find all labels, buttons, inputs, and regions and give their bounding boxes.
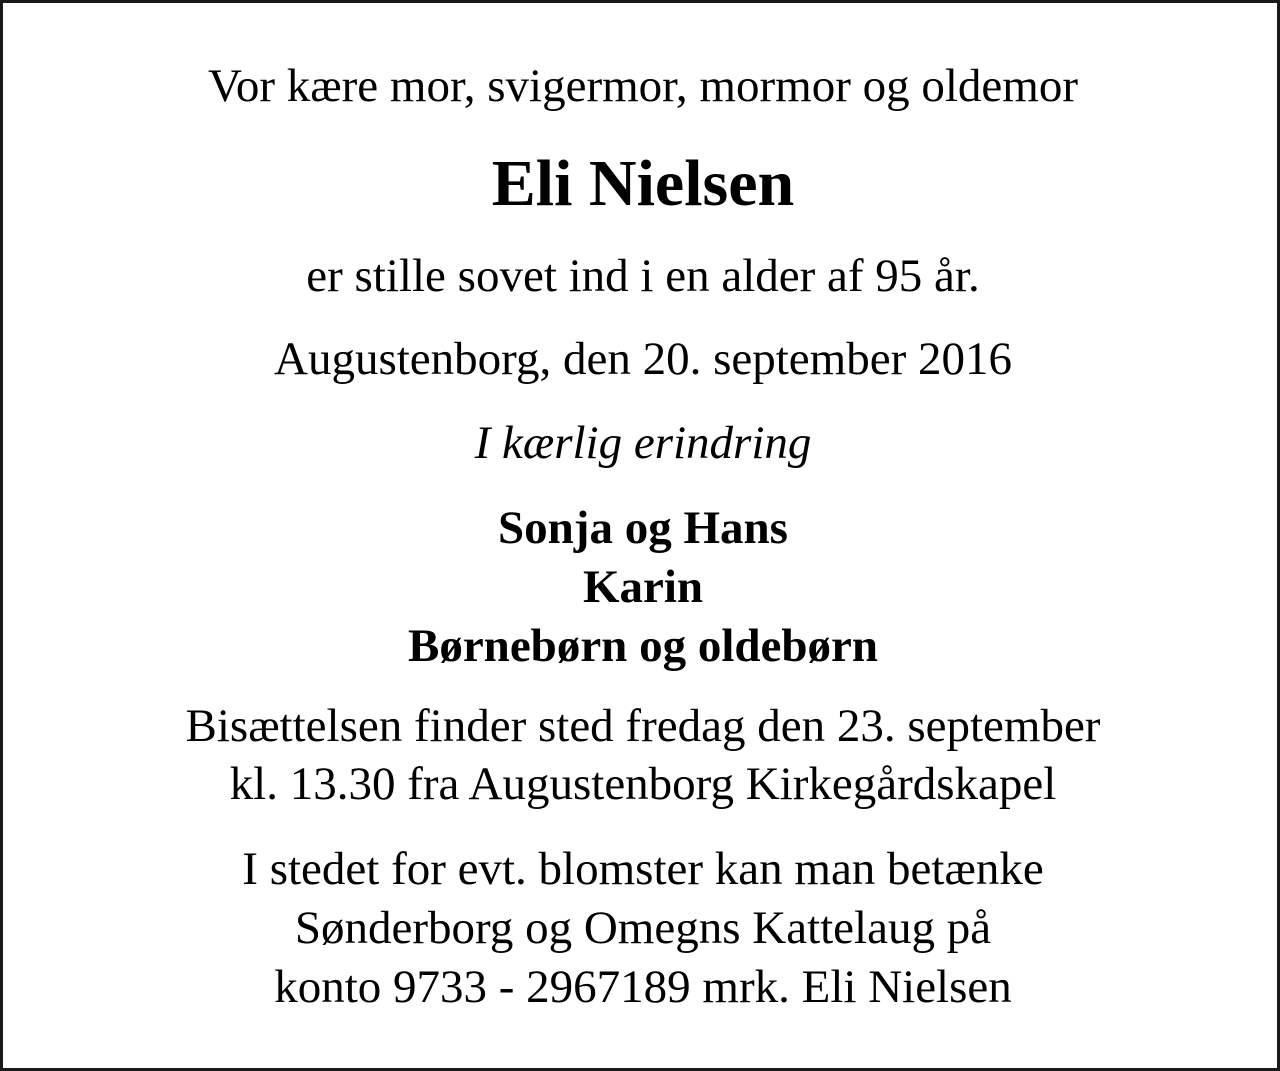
donation-info-line: Sønderborg og Omegns Kattelaug på (294, 902, 992, 954)
donation-info-line: konto 9733 - 2967189 mrk. Eli Nielsen (274, 961, 1012, 1013)
funeral-info-line: kl. 13.30 fra Augustenborg Kirkegårdskapel (229, 758, 1057, 810)
age-line: er stille sovet ind i en alder af 95 år. (306, 250, 980, 302)
intro-line: Vor kære mor, svigermor, mormor og oldemor (208, 60, 1078, 112)
signature-line: Børnebørn og oldebørn (407, 620, 879, 672)
memory-line: I kærlig erindring (474, 417, 812, 469)
place-date-line: Augustenborg, den 20. september 2016 (274, 333, 1012, 385)
funeral-info-line: Bisættelsen finder sted fredag den 23. september (185, 700, 1101, 752)
deceased-name: Eli Nielsen (491, 147, 795, 220)
signature-line: Karin (582, 561, 704, 613)
signature-line: Sonja og Hans (498, 502, 788, 554)
donation-info-line: I stedet for evt. blomster kan man betænke (242, 843, 1044, 895)
